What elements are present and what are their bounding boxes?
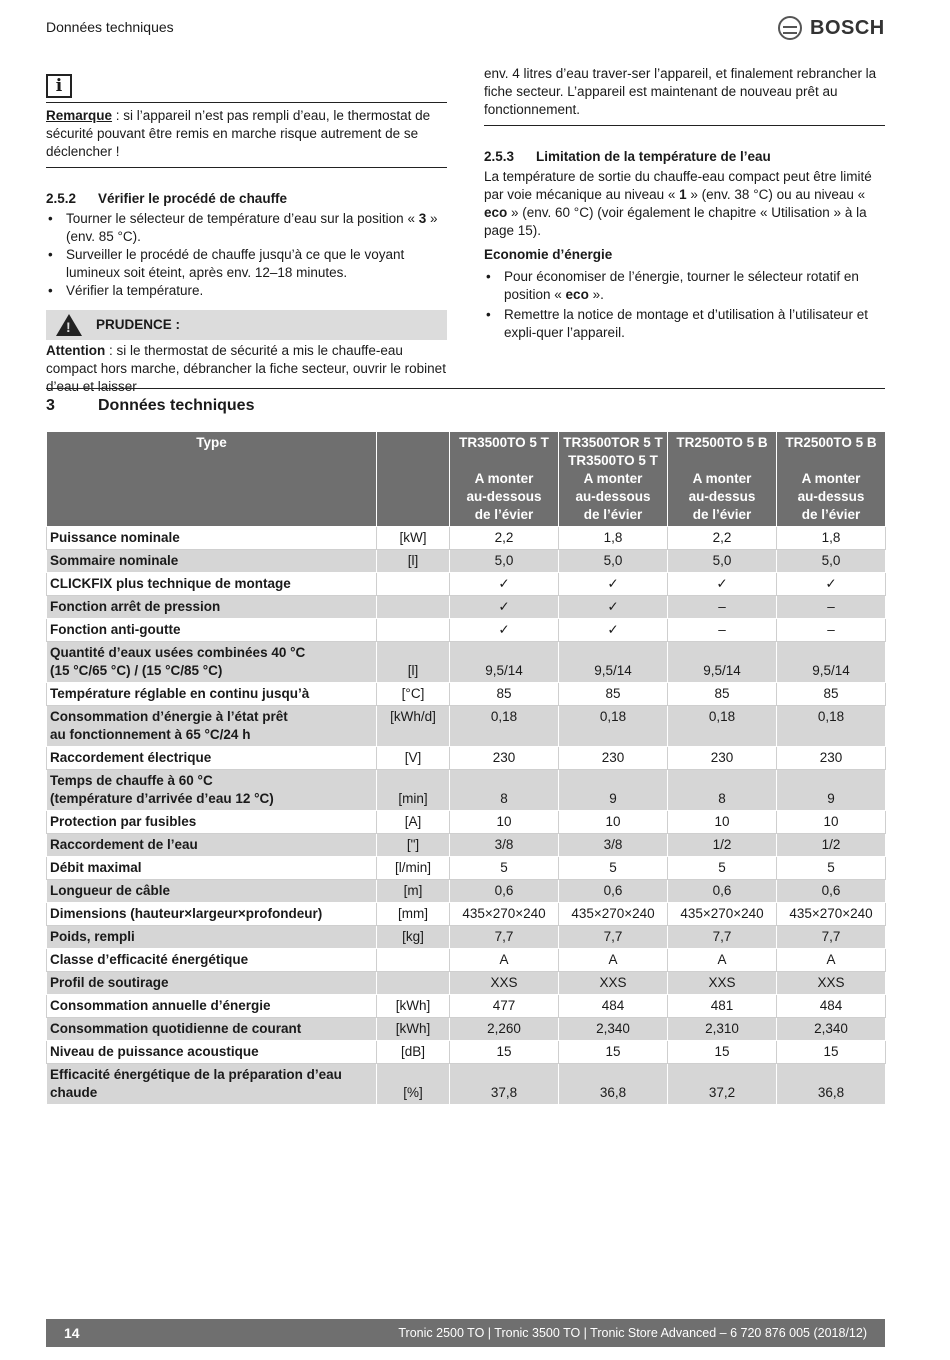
row-label-line: Dimensions (hauteur×largeur×profondeur) [50, 906, 323, 921]
energy-list [484, 268, 885, 342]
row-value: 5 [777, 857, 886, 880]
row-value: 230 [450, 747, 559, 770]
row-value: ✓ [668, 573, 777, 596]
section-title: Vérifier le procédé de chauffe [98, 191, 288, 206]
row-value: 230 [559, 747, 668, 770]
row-value: 85 [559, 683, 668, 706]
row-value: ✓ [450, 596, 559, 619]
technical-data-table [46, 431, 886, 1105]
table-row [47, 596, 886, 619]
row-label-line: Consommation annuelle d’énergie [50, 998, 271, 1013]
table-row [47, 972, 886, 995]
row-value: 85 [668, 683, 777, 706]
row-label-line: Fonction anti-goutte [50, 622, 181, 637]
row-value: 0,18 [559, 706, 668, 747]
row-value: 484 [559, 995, 668, 1018]
row-value: 0,6 [668, 880, 777, 903]
row-value: A [668, 949, 777, 972]
row-label-line: Poids, rempli [50, 929, 135, 944]
list-item: • Pour économiser de l’énergie, tourner le sélecteur rotatif en position « eco ». [484, 268, 885, 304]
list-item: • Surveiller le procédé de chauffe jusqu’à ce que le voyant lumineux soit éteint, après env. 12–18 minutes. [46, 246, 447, 282]
row-unit: [dB] [377, 1041, 450, 1064]
row-unit: [A] [377, 811, 450, 834]
row-label [47, 880, 377, 903]
table-row [47, 550, 886, 573]
row-value: – [777, 619, 886, 642]
row-value: 10 [559, 811, 668, 834]
attention-text: Attention : si le thermostat de sécurité a mis le chauffe-eau compact hors marche, débrancher la fiche secteur, ouvrir le robinet d’eau et laisser [46, 343, 446, 394]
row-value: 9 [559, 770, 668, 811]
row-value: 10 [668, 811, 777, 834]
row-label-line: Protection par fusibles [50, 814, 197, 829]
row-value: 15 [668, 1041, 777, 1064]
note-label: Remarque [46, 108, 113, 123]
row-value: 2,2 [450, 527, 559, 550]
row-unit: [min] [377, 770, 450, 811]
section-title: Limitation de la température de l’eau [536, 149, 771, 164]
row-label [47, 1064, 377, 1105]
row-value: 5 [668, 857, 777, 880]
model-header-line: TR3500TO 5 T [459, 435, 549, 450]
row-unit: [l] [377, 550, 450, 573]
row-value: 9,5/14 [777, 642, 886, 683]
model-header-line: au-dessus [797, 489, 865, 504]
row-label-line: Profil de soutirage [50, 975, 169, 990]
table-row [47, 1018, 886, 1041]
table-row [47, 642, 886, 683]
row-value: ✓ [559, 596, 668, 619]
row-value: 36,8 [777, 1064, 886, 1105]
row-value: 5,0 [668, 550, 777, 573]
row-label [47, 926, 377, 949]
section-divider [46, 388, 885, 389]
section-heading-2-5-3 [484, 148, 885, 166]
row-value: ✓ [559, 573, 668, 596]
note-block [46, 102, 447, 168]
table-row [47, 903, 886, 926]
document-reference: Tronic 2500 TO | Tronic 3500 TO | Tronic Store Advanced – 6 720 876 005 (2018/12) [398, 1326, 867, 1340]
row-label [47, 683, 377, 706]
row-value: 481 [668, 995, 777, 1018]
model-header-line [452, 452, 556, 470]
row-unit: [m] [377, 880, 450, 903]
row-label-line: (température d’arrivée d’eau 12 °C) [50, 791, 274, 806]
row-value: 2,2 [668, 527, 777, 550]
table-row [47, 949, 886, 972]
row-value: 230 [668, 747, 777, 770]
row-unit: [kWh] [377, 1018, 450, 1041]
row-value: 5,0 [777, 550, 886, 573]
warning-bar [46, 310, 447, 340]
row-label-line: Sommaire nominale [50, 553, 179, 568]
row-value: XXS [668, 972, 777, 995]
table-row [47, 1064, 886, 1105]
row-value: – [777, 596, 886, 619]
row-label [47, 811, 377, 834]
row-value: 15 [777, 1041, 886, 1064]
row-unit: [V] [377, 747, 450, 770]
page-number: 14 [64, 1325, 80, 1341]
table-row [47, 926, 886, 949]
note-text: : si l’appareil n’est pas rempli d’eau, le thermostat de sécurité pouvant être remis en marche risque autrement de se déclencher ! [46, 108, 431, 159]
row-label [47, 706, 377, 747]
model-header-line: TR3500TOR 5 T [563, 435, 663, 450]
row-value: ✓ [777, 573, 886, 596]
row-label-line: Consommation quotidienne de courant [50, 1021, 302, 1036]
row-value: ✓ [559, 619, 668, 642]
row-value: 1/2 [777, 834, 886, 857]
row-unit: [%] [377, 1064, 450, 1105]
row-value: A [450, 949, 559, 972]
table-row [47, 573, 886, 596]
continued-text: env. 4 litres d’eau traver-ser l’appareil, et finalement rebrancher la fiche secteur. L’appareil est maintenant de nouveau prêt au fonctionnement. [484, 65, 885, 126]
row-label [47, 1041, 377, 1064]
row-value: 7,7 [668, 926, 777, 949]
row-value: 15 [559, 1041, 668, 1064]
model-header-line: au-dessous [466, 489, 542, 504]
row-label [47, 550, 377, 573]
row-value: XXS [450, 972, 559, 995]
row-value: 8 [450, 770, 559, 811]
row-value: 1,8 [777, 527, 886, 550]
section-number: 2.5.2 [46, 191, 77, 206]
list-item: • Vérifier la température. [46, 282, 447, 300]
row-label-line: CLICKFIX plus technique de montage [50, 576, 291, 591]
table-row [47, 880, 886, 903]
row-unit [377, 972, 450, 995]
table-header-row [47, 432, 886, 527]
row-value: ✓ [450, 619, 559, 642]
row-value: – [668, 596, 777, 619]
row-value: 0,18 [668, 706, 777, 747]
info-icon: i [46, 74, 72, 98]
bosch-armature-icon [778, 16, 802, 40]
table-row [47, 747, 886, 770]
row-unit [377, 573, 450, 596]
table-row [47, 683, 886, 706]
row-value: 9,5/14 [559, 642, 668, 683]
attention-label: Attention [46, 343, 106, 358]
model-header-line: TR2500TO 5 B [785, 435, 877, 450]
model-header-line: TR3500TO 5 T [568, 453, 658, 468]
row-value: 36,8 [559, 1064, 668, 1105]
row-value: 0,6 [450, 880, 559, 903]
model-header-line: A monter [474, 471, 534, 486]
procedure-list [46, 210, 447, 300]
type-header: Type [47, 432, 377, 527]
model-header [559, 432, 668, 527]
row-label [47, 527, 377, 550]
table-row [47, 811, 886, 834]
warning-triangle-icon [56, 314, 82, 336]
model-header [450, 432, 559, 527]
row-value: 1/2 [668, 834, 777, 857]
row-value: 10 [777, 811, 886, 834]
row-label [47, 770, 377, 811]
row-value: 435×270×240 [668, 903, 777, 926]
model-header-line: au-dessus [688, 489, 756, 504]
row-unit: [mm] [377, 903, 450, 926]
row-label [47, 903, 377, 926]
row-label-line: Température réglable en continu jusqu’à [50, 686, 310, 701]
row-label-line: Raccordement de l’eau [50, 837, 198, 852]
section-title-3: 3 Données techniques [46, 397, 255, 414]
model-header [668, 432, 777, 527]
row-unit: [kWh/d] [377, 706, 450, 747]
row-label-line: Temps de chauffe à 60 °C [50, 773, 213, 788]
table-row [47, 527, 886, 550]
section-number: 3 [46, 397, 55, 414]
model-header-line: de l’évier [474, 507, 534, 522]
model-header-line: A monter [801, 471, 861, 486]
row-unit: [l/min] [377, 857, 450, 880]
row-value: 0,6 [777, 880, 886, 903]
row-value: 2,260 [450, 1018, 559, 1041]
row-label [47, 949, 377, 972]
table-row [47, 995, 886, 1018]
table-row [47, 1041, 886, 1064]
row-label [47, 619, 377, 642]
model-header-line: A monter [583, 471, 643, 486]
row-value: 85 [777, 683, 886, 706]
row-label-line: (15 °C/65 °C) / (15 °C/85 °C) [50, 663, 223, 678]
row-label [47, 642, 377, 683]
row-unit: [kW] [377, 527, 450, 550]
row-label-line: Débit maximal [50, 860, 142, 875]
row-value: 85 [450, 683, 559, 706]
model-header-line [779, 452, 883, 470]
row-value: 0,18 [777, 706, 886, 747]
row-label-line: Puissance nominale [50, 530, 180, 545]
model-header-line: TR2500TO 5 B [676, 435, 768, 450]
model-header-line: A monter [692, 471, 752, 486]
model-header-line: au-dessous [575, 489, 651, 504]
row-value: 477 [450, 995, 559, 1018]
row-unit [377, 619, 450, 642]
row-value: 3/8 [559, 834, 668, 857]
model-header-line: de l’évier [801, 507, 861, 522]
row-unit: [l] [377, 642, 450, 683]
row-value: 1,8 [559, 527, 668, 550]
row-value: ✓ [450, 573, 559, 596]
right-column [484, 65, 885, 342]
row-label [47, 972, 377, 995]
row-value: 3/8 [450, 834, 559, 857]
row-value: 2,340 [559, 1018, 668, 1041]
row-label [47, 995, 377, 1018]
row-label-line: au fonctionnement à 65 °C/24 h [50, 727, 251, 742]
model-header-line [670, 452, 774, 470]
brand-wordmark: BOSCH [810, 17, 885, 39]
table-row [47, 706, 886, 747]
row-value: A [559, 949, 668, 972]
row-label-line: Niveau de puissance acoustique [50, 1044, 259, 1059]
section-heading-2-5-2 [46, 190, 447, 208]
row-unit: [°C] [377, 683, 450, 706]
row-label [47, 1018, 377, 1041]
row-label [47, 834, 377, 857]
row-value: – [668, 619, 777, 642]
table-row [47, 834, 886, 857]
row-label [47, 747, 377, 770]
model-header-line: de l’évier [692, 507, 752, 522]
table-row [47, 770, 886, 811]
list-item: • Remettre la notice de montage et d’utilisation à l’utilisateur et expli-quer l’appareil. [484, 306, 885, 342]
row-value: 10 [450, 811, 559, 834]
row-value: 9 [777, 770, 886, 811]
unit-header [377, 432, 450, 527]
list-item: • Tourner le sélecteur de température d’eau sur la position « 3 » (env. 85 °C). [46, 210, 447, 246]
row-label-line: Quantité d’eaux usées combinées 40 °C [50, 645, 306, 660]
model-header-line: de l’évier [583, 507, 643, 522]
row-label [47, 596, 377, 619]
row-value: 435×270×240 [777, 903, 886, 926]
row-value: 5,0 [559, 550, 668, 573]
row-label-line: Longueur de câble [50, 883, 171, 898]
row-value: 9,5/14 [668, 642, 777, 683]
row-unit: [kWh] [377, 995, 450, 1018]
row-value: 230 [777, 747, 886, 770]
row-value: 7,7 [559, 926, 668, 949]
row-label [47, 857, 377, 880]
row-value: 0,6 [559, 880, 668, 903]
row-value: 37,8 [450, 1064, 559, 1105]
model-header [777, 432, 886, 527]
row-value: XXS [559, 972, 668, 995]
warning-label: PRUDENCE : [96, 317, 181, 332]
left-column [46, 74, 447, 396]
paragraph: La température de sortie du chauffe-eau compact peut être limité par voie mécanique au niveau « 1 » (env. 38 °C) ou au niveau « eco » (env. 60 °C) (voir également le chapitre « Utilisation » à la page 15). [484, 169, 872, 238]
row-value: 2,340 [777, 1018, 886, 1041]
row-unit [377, 949, 450, 972]
row-unit: ["] [377, 834, 450, 857]
row-label-line: Consommation d’énergie à l’état prêt [50, 709, 288, 724]
table-row [47, 857, 886, 880]
row-unit: [kg] [377, 926, 450, 949]
row-value: 7,7 [450, 926, 559, 949]
subheading: Economie d’énergie [484, 247, 613, 262]
row-value: XXS [777, 972, 886, 995]
row-value: 9,5/14 [450, 642, 559, 683]
row-value: 5,0 [450, 550, 559, 573]
row-value: 15 [450, 1041, 559, 1064]
row-label-line: Fonction arrêt de pression [50, 599, 221, 614]
row-value: 484 [777, 995, 886, 1018]
row-value: 5 [559, 857, 668, 880]
row-label-line: Classe d’efficacité énergétique [50, 952, 249, 967]
table-row [47, 619, 886, 642]
row-value: 435×270×240 [559, 903, 668, 926]
row-label [47, 573, 377, 596]
row-label-line: Efficacité énergétique de la préparation d’eau chaude [50, 1067, 342, 1100]
row-unit [377, 596, 450, 619]
section-number: 2.5.3 [484, 149, 515, 164]
row-value: A [777, 949, 886, 972]
page-footer [46, 1319, 885, 1347]
page-header-title: Données techniques [46, 19, 174, 35]
row-label-line: Raccordement électrique [50, 750, 212, 765]
row-value: 37,2 [668, 1064, 777, 1105]
row-value: 435×270×240 [450, 903, 559, 926]
brand-logo [778, 16, 885, 40]
row-value: 0,18 [450, 706, 559, 747]
row-value: 2,310 [668, 1018, 777, 1041]
row-value: 5 [450, 857, 559, 880]
row-value: 7,7 [777, 926, 886, 949]
row-value: 8 [668, 770, 777, 811]
